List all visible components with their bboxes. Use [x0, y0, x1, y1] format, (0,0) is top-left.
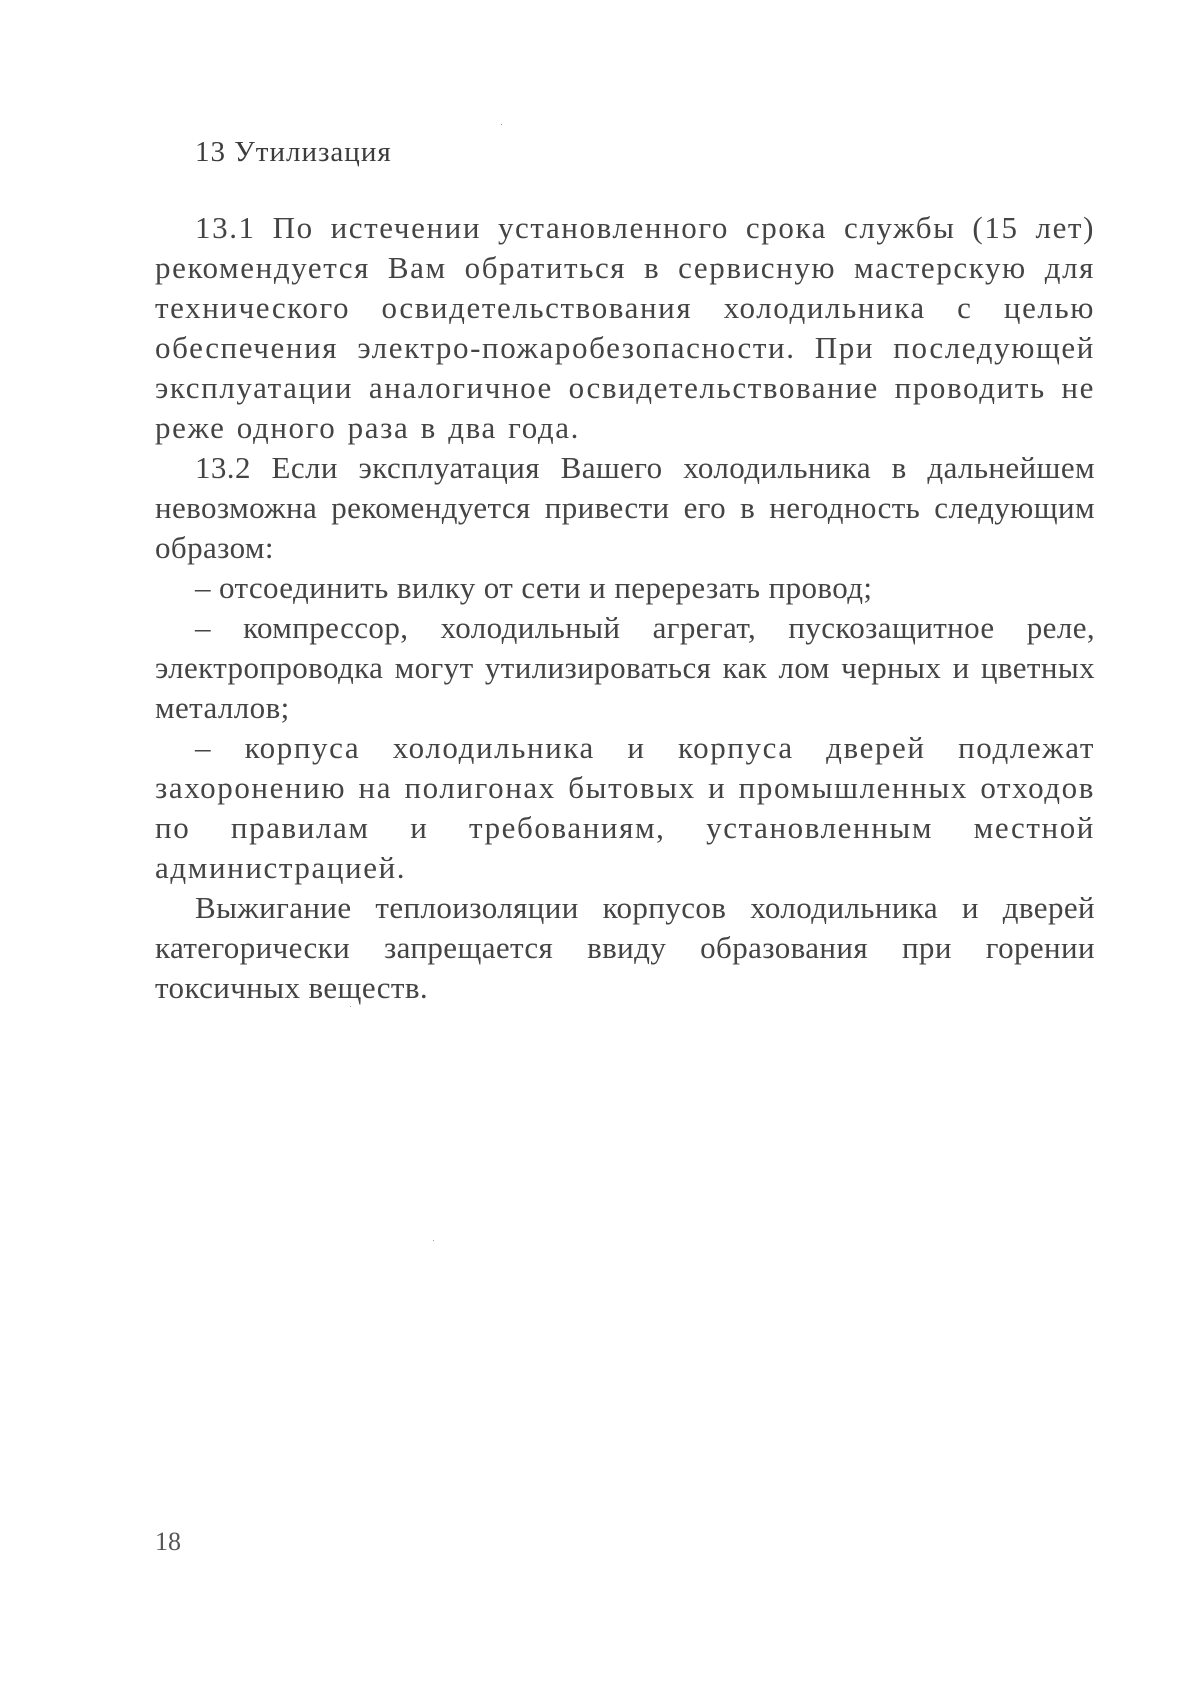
scan-speck	[350, 1006, 351, 1007]
page-number: 18	[155, 1527, 181, 1556]
scan-speck	[501, 124, 502, 125]
list-item-housing-disposal: – корпуса холодильника и корпуса дверей подлежат захоронению на полигонах бытовых и промышленных отходов по правилам и требованиям, установленным местной администрацией.	[155, 730, 1095, 885]
section-body	[155, 208, 1095, 1008]
section-heading: 13 Утилизация	[195, 136, 392, 168]
paragraph-13-1: 13.1 По истечении установленного срока службы (15 лет) рекомендуется Вам обратиться в сервисную мастерскую для технического освидетельствования холодильника с целью обеспечения электро-пожаробезопасности. При последующей эксплуатации аналогичное освидетельствование проводить не реже одного раза в два года.	[155, 210, 1095, 445]
scan-speck	[433, 1240, 434, 1241]
list-item-compressor-scrap: – компрессор, холодильный агрегат, пускозащитное реле, электропроводка могут утилизироваться как лом черных и цветных металлов;	[155, 610, 1095, 725]
paragraph-burning-prohibited: Выжигание теплоизоляции корпусов холодильника и дверей категорически запрещается ввиду образования при горении токсичных веществ.	[155, 890, 1095, 1005]
list-item-disconnect-plug: – отсоединить вилку от сети и перерезать провод;	[195, 570, 873, 605]
paragraph-13-2: 13.2 Если эксплуатация Вашего холодильника в дальнейшем невозможна рекомендуется привести его в негодность следующим образом:	[155, 450, 1095, 565]
